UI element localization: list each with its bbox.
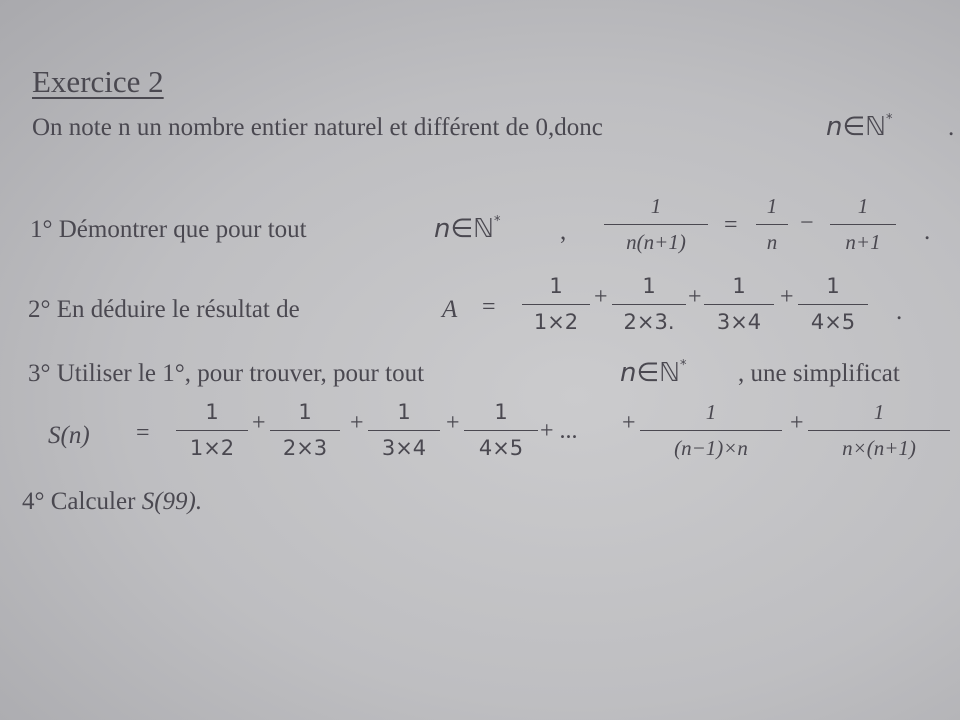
- fraction-numerator: 1: [494, 400, 508, 424]
- q2-period: .: [896, 298, 903, 325]
- fraction-denominator: 1×2: [189, 436, 235, 460]
- minus-sign: −: [800, 210, 814, 236]
- fraction-denominator: 3×4: [381, 436, 427, 460]
- q4-label: 4° Calculer: [22, 488, 136, 515]
- equals-sign: =: [136, 420, 150, 446]
- fraction-numerator: 1: [873, 400, 885, 424]
- plus-sign: +: [350, 410, 364, 436]
- q3-suffix: , une simplificat: [738, 360, 900, 387]
- fraction-numerator: 1: [857, 194, 869, 218]
- q3-lhs: S(n): [48, 422, 90, 449]
- fraction-numerator: 1: [826, 274, 840, 298]
- q1-period: .: [924, 218, 931, 245]
- fraction-numerator: 1: [766, 194, 778, 218]
- q3-term-general-2: [808, 402, 950, 459]
- intro-text: On note n un nombre entier naturel et différent de 0,donc: [32, 114, 603, 141]
- q3-label: 3° Utiliser le 1°, pour trouver, pour tout: [28, 360, 425, 387]
- q3-symbol: n∈ℕ*: [620, 358, 687, 388]
- fraction-denominator: n+1: [845, 230, 881, 254]
- plus-sign: +: [790, 410, 804, 436]
- fraction-denominator: 3×4: [716, 310, 762, 334]
- fraction-numerator: 1: [298, 400, 312, 424]
- fraction-numerator: 1: [705, 400, 717, 424]
- n-in-nstar-symbol: n∈ℕ*: [826, 112, 893, 142]
- plus-sign: +: [688, 284, 702, 310]
- fraction-denominator: 4×5: [810, 310, 856, 334]
- q3-term-general-1: [640, 402, 782, 459]
- fraction-numerator: 1: [642, 274, 656, 298]
- superscript-star: *: [493, 214, 501, 229]
- fraction-numerator: 1: [650, 194, 662, 218]
- fraction-numerator: 1: [549, 274, 563, 298]
- fraction-denominator: 4×5: [478, 436, 524, 460]
- q1-comma: ,: [560, 218, 567, 245]
- fraction-numerator: 1: [732, 274, 746, 298]
- q3-term-2: [270, 402, 340, 459]
- ellipsis: + ...: [540, 418, 578, 444]
- q2-label: 2° En déduire le résultat de: [28, 296, 300, 323]
- fraction-denominator: 1×2: [533, 310, 579, 334]
- q1-label: 1° Démontrer que pour tout: [30, 216, 307, 243]
- fraction-numerator: 1: [397, 400, 411, 424]
- fraction-denominator: 2×3: [282, 436, 328, 460]
- equals-sign: =: [482, 294, 496, 320]
- plus-sign: +: [446, 410, 460, 436]
- q4-expression: S(99).: [141, 488, 203, 515]
- q1-fraction-r1: [756, 196, 788, 253]
- fraction-denominator: (n−1)×n: [674, 436, 748, 460]
- q1-fraction-r2: [830, 196, 896, 253]
- q2-term-4: [798, 276, 868, 333]
- q2-term-1: [522, 276, 590, 333]
- superscript-star: *: [885, 112, 893, 127]
- fraction-denominator: n(n+1): [626, 230, 686, 254]
- plus-sign: +: [594, 284, 608, 310]
- intro-symbol: [826, 112, 892, 142]
- q3-term-1: [176, 402, 248, 459]
- fraction-denominator: n: [766, 230, 778, 254]
- q2-term-3: [704, 276, 774, 333]
- q2-variable: A: [442, 296, 458, 323]
- intro-period: .: [948, 114, 955, 141]
- q1-fraction-lhs: [604, 196, 708, 253]
- q4-line: [22, 488, 202, 516]
- q2-term-2: [612, 276, 686, 333]
- exercise-title: Exercice 2: [32, 64, 164, 99]
- fraction-numerator: 1: [205, 400, 219, 424]
- q3-term-4: [464, 402, 538, 459]
- q1-symbol: n∈ℕ*: [434, 214, 501, 244]
- equals-sign: =: [724, 212, 738, 238]
- plus-sign: +: [252, 410, 266, 436]
- superscript-star: *: [679, 358, 687, 373]
- fraction-denominator: n×(n+1): [842, 436, 916, 460]
- plus-sign: +: [622, 410, 636, 436]
- q3-term-3: [368, 402, 440, 459]
- plus-sign: +: [780, 284, 794, 310]
- fraction-denominator: 2×3.: [623, 310, 675, 334]
